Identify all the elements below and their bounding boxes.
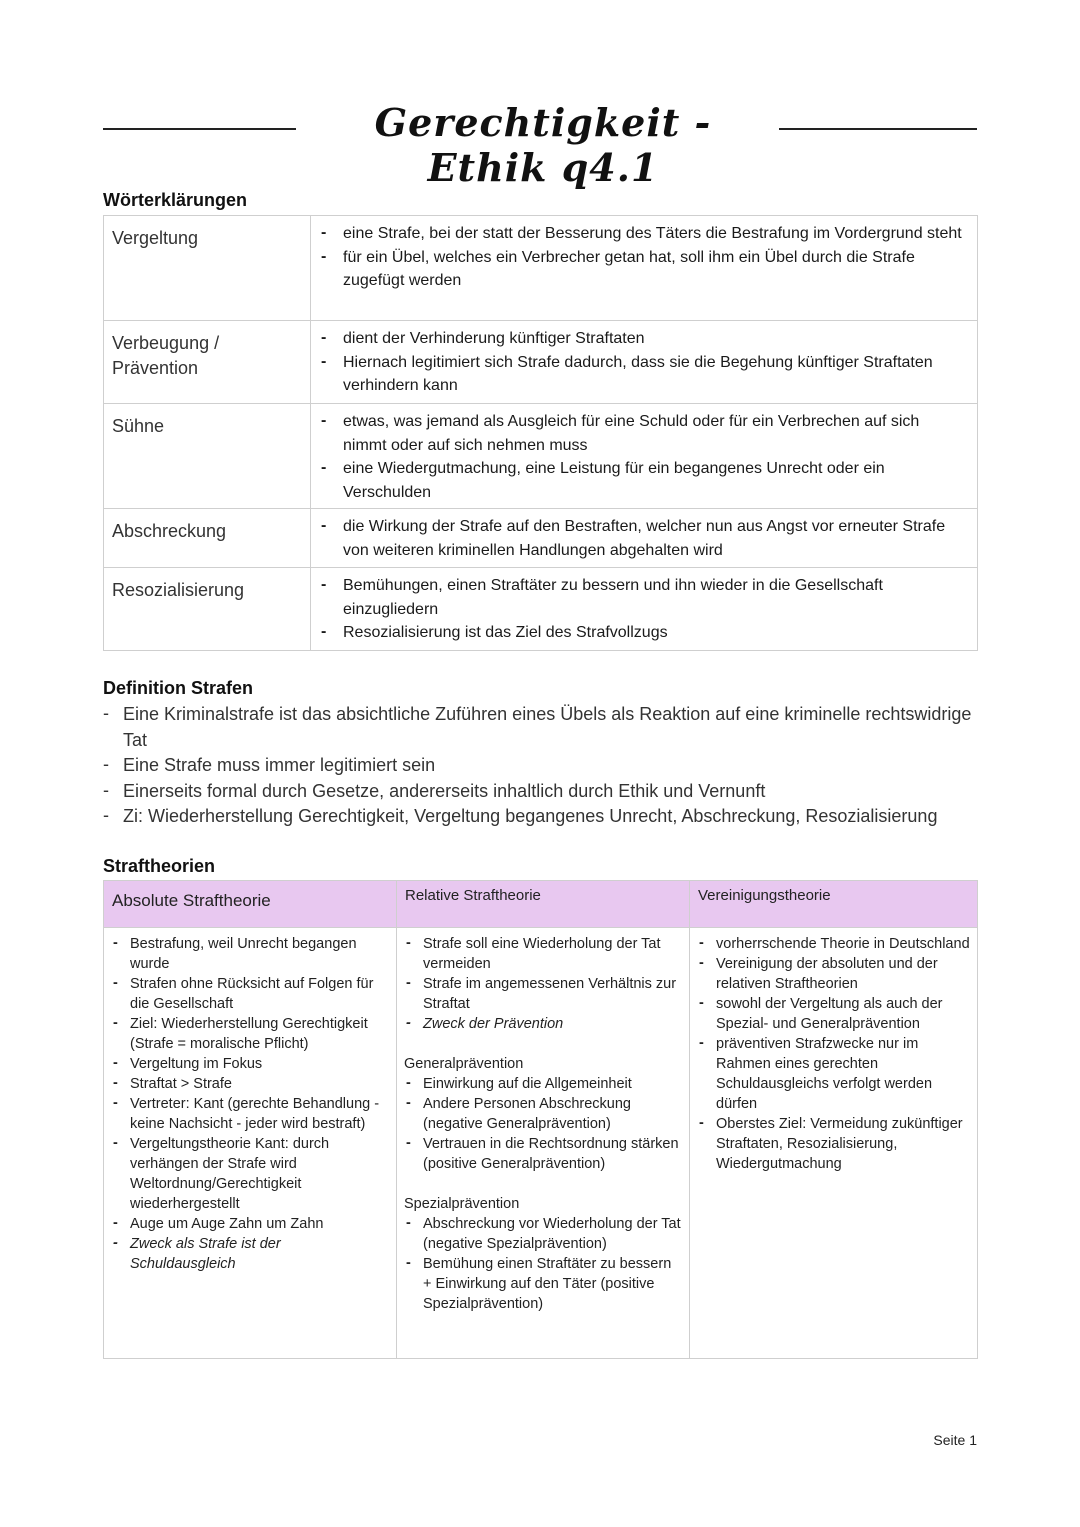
theorien-table: [103, 880, 978, 1359]
woerter-row: [104, 216, 978, 321]
header-absolute: Absolute Straftheorie: [104, 881, 397, 928]
theory-item: - präventiven Strafzwecke nur im Rahmen eines gerechten Schuldausgleichs verfolgt werden dürfen: [697, 1034, 971, 1114]
header-relative: Relative Straftheorie: [397, 881, 690, 928]
theory-item: - Vertrauen in die Rechtsordnung stärken (positive Generalprävention): [404, 1134, 683, 1174]
term-cell: Vergeltung: [104, 216, 311, 321]
theory-item: - Straftat > Strafe: [111, 1074, 390, 1094]
theory-item: - Vertreter: Kant (gerechte Behandlung - keine Nachsicht - jeder wird bestraft): [111, 1094, 390, 1134]
theory-item: - Auge um Auge Zahn um Zahn: [111, 1214, 390, 1234]
term-cell: Abschreckung: [104, 509, 311, 568]
definition-cell: [311, 509, 978, 568]
definition-cell: [311, 404, 978, 509]
definition-bullet: - Eine Kriminalstrafe ist das absichtliche Zuführen eines Übels als Reaktion auf eine kriminelle rechtswidrige Tat: [103, 702, 983, 753]
woerter-row: [104, 404, 978, 509]
theory-item: - Strafen ohne Rücksicht auf Folgen für die Gesellschaft: [111, 974, 390, 1014]
woerter-row: [104, 509, 978, 568]
theory-item: - vorherrschende Theorie in Deutschland: [697, 934, 971, 954]
section-heading-definition: Definition Strafen: [103, 678, 254, 698]
theory-item: - sowohl der Vergeltung als auch der Spezial- und Generalprävention: [697, 994, 971, 1034]
page-number: Seite 1: [933, 1432, 977, 1448]
theory-item: - Bestrafung, weil Unrecht begangen wurde: [111, 934, 390, 974]
definition-bullet: - Einerseits formal durch Gesetze, andererseits inhaltlich durch Ethik und Vernunft: [103, 779, 983, 805]
theory-item: - Strafe soll eine Wiederholung der Tat vermeiden: [404, 934, 683, 974]
theory-item: - Oberstes Ziel: Vermeidung zukünftiger Straftaten, Resozialisierung, Wiedergutmachung: [697, 1114, 971, 1174]
definition-item: - Resozialisierung ist das Ziel des Strafvollzugs: [319, 621, 965, 645]
woerter-row: [104, 321, 978, 404]
theorien-body-row: [104, 928, 978, 1359]
title-row: [103, 100, 977, 190]
definition-item: - für ein Übel, welches ein Verbrecher getan hat, soll ihm ein Übel durch die Strafe zugefügt werden: [319, 246, 965, 293]
title-rule-right: [779, 128, 977, 130]
subheading-general: Generalprävention: [404, 1056, 524, 1072]
definition-cell: [311, 568, 978, 651]
vereinigung-cell: [690, 928, 978, 1359]
definition-item: - eine Strafe, bei der statt der Besserung des Täters die Bestrafung im Vordergrund steht: [319, 222, 965, 246]
theory-item: - Bemühung einen Straftäter zu bessern + Einwirkung auf den Täter (positive Spezialprävention): [404, 1254, 683, 1314]
definition-item: - Bemühungen, einen Straftäter zu bessern und ihn wieder in die Gesellschaft einzugliedern: [319, 574, 965, 621]
section-heading-woerter: Wörterklärungen: [103, 190, 248, 210]
theorien-header-row: [104, 881, 978, 928]
woerter-table: [103, 215, 978, 651]
section-heading-theorien: Straftheorien: [103, 856, 216, 876]
definition-cell: [311, 216, 978, 321]
theory-item: - Einwirkung auf die Allgemeinheit: [404, 1074, 683, 1094]
absolute-cell: [104, 928, 397, 1359]
header-vereinigung: Vereinigungstheorie: [690, 881, 978, 928]
term-cell: Sühne: [104, 404, 311, 509]
subheading-special: Spezialprävention: [404, 1196, 520, 1212]
definition-cell: [311, 321, 978, 404]
theory-item: - Vergeltungstheorie Kant: durch verhängen der Strafe wird Weltordnung/Gerechtigkeit wiederhergestellt: [111, 1134, 390, 1214]
definition-item: - eine Wiedergutmachung, eine Leistung für ein begangenes Unrecht oder ein Verschulden: [319, 457, 965, 504]
theory-item: - Andere Personen Abschreckung (negative Generalprävention): [404, 1094, 683, 1134]
term-cell: Resozialisierung: [104, 568, 311, 651]
woerter-row: [104, 568, 978, 651]
term-cell: Verbeugung / Prävention: [104, 321, 311, 404]
definition-item: - dient der Verhinderung künftiger Straftaten: [319, 327, 965, 351]
page-title: Gerechtigkeit - Ethik q4.1: [374, 100, 712, 190]
theory-item-italic: - Zweck der Prävention: [404, 1014, 683, 1034]
relative-cell: [397, 928, 690, 1359]
definition-list: [103, 702, 983, 830]
definition-item: - die Wirkung der Strafe auf den Bestraften, welcher nun aus Angst vor erneuter Strafe von weiteren kriminellen Handlungen abgehalten wird: [319, 515, 965, 562]
definition-bullet: - Eine Strafe muss immer legitimiert sein: [103, 753, 983, 779]
theory-item: - Strafe im angemessenen Verhältnis zur Straftat: [404, 974, 683, 1014]
definition-item: - Hiernach legitimiert sich Strafe dadurch, dass sie die Begehung künftiger Straftaten verhindern kann: [319, 351, 965, 398]
theory-item: - Ziel: Wiederherstellung Gerechtigkeit (Strafe = moralische Pflicht): [111, 1014, 390, 1054]
theory-item: - Vereinigung der absoluten und der relativen Straftheorien: [697, 954, 971, 994]
theory-item: - Vergeltung im Fokus: [111, 1054, 390, 1074]
theory-item: - Abschreckung vor Wiederholung der Tat (negative Spezialprävention): [404, 1214, 683, 1254]
definition-item: - etwas, was jemand als Ausgleich für eine Schuld oder für ein Verbrechen auf sich nimmt oder auf sich nehmen muss: [319, 410, 965, 457]
title-rule-left: [103, 128, 296, 130]
definition-bullet: - Zi: Wiederherstellung Gerechtigkeit, Vergeltung begangenes Unrecht, Abschreckung, Resozialisierung: [103, 804, 983, 830]
theory-item-italic: - Zweck als Strafe ist der Schuldausgleich: [111, 1234, 390, 1274]
